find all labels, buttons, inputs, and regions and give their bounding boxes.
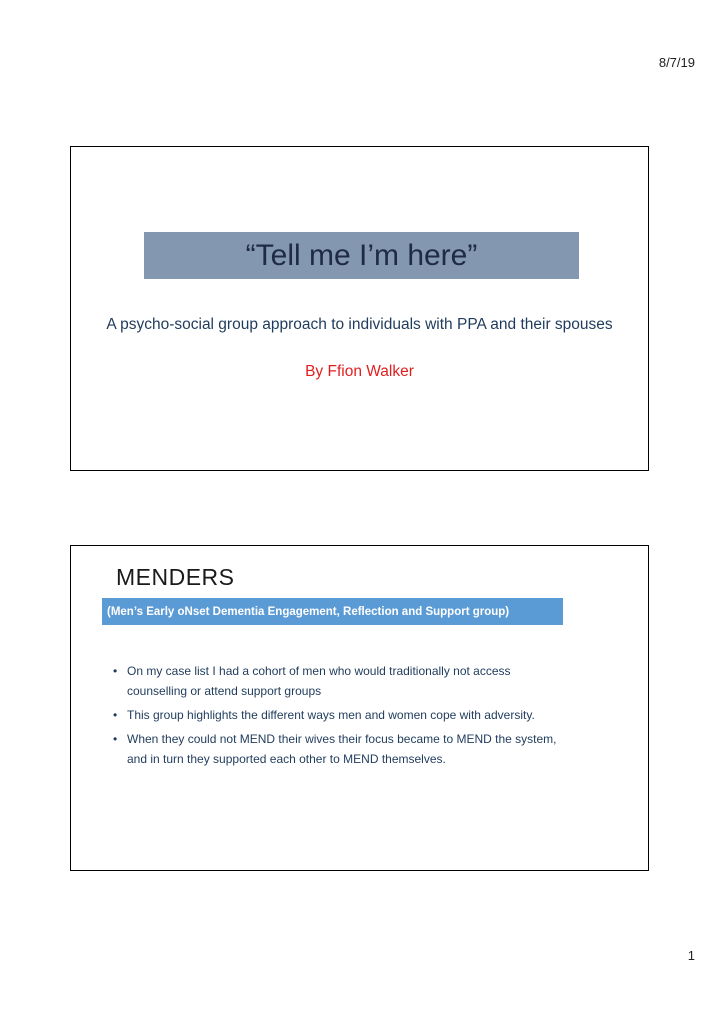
bullet-item xyxy=(113,729,573,769)
slide-2-subtitle: (Men’s Early oNset Dementia Engagement, Reflection and Support group) xyxy=(102,598,563,625)
bullet-list xyxy=(113,661,573,773)
bullet-text: When they could not MEND their wives their focus became to MEND the system, and in turn they supported each other to MEND themselves. xyxy=(127,732,557,766)
bullet-item xyxy=(113,705,573,725)
bullet-icon: • xyxy=(113,708,118,722)
page-number: 1 xyxy=(687,948,695,963)
slide-1-subtitle: A psycho-social group approach to individuals with PPA and their spouses xyxy=(106,316,613,333)
bullet-item xyxy=(113,661,573,701)
slide-2 xyxy=(70,545,649,871)
slide-1 xyxy=(70,146,649,471)
slide-1-title: “Tell me I’m here” xyxy=(144,232,579,279)
print-date: 8/7/19 xyxy=(658,55,695,70)
slide-1-author: By Ffion Walker xyxy=(305,363,414,380)
slide-2-title: MENDERS xyxy=(116,564,235,590)
bullet-icon: • xyxy=(113,732,118,746)
bullet-icon: • xyxy=(113,664,118,678)
bullet-text: This group highlights the different ways men and women cope with adversity. xyxy=(127,708,535,722)
bullet-text: On my case list I had a cohort of men who would traditionally not access counselling or attend support groups xyxy=(127,664,511,698)
